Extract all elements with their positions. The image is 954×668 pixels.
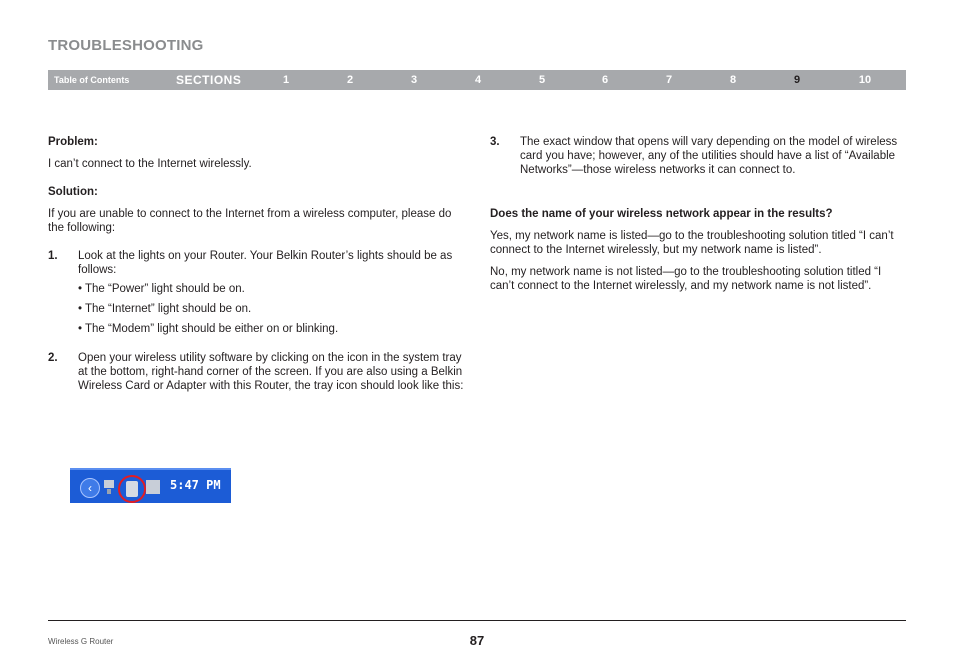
section-link-7[interactable]: 7 xyxy=(665,74,673,86)
right-column xyxy=(490,135,906,293)
section-link-8[interactable]: 8 xyxy=(729,74,737,86)
section-link-6[interactable]: 6 xyxy=(601,74,609,86)
step-2 xyxy=(48,351,468,393)
section-link-10[interactable]: 10 xyxy=(858,74,872,86)
step-1-text: Look at the lights on your Router. Your Belkin Router’s lights should be as follows: xyxy=(78,250,453,276)
product-name: Wireless G Router xyxy=(48,637,114,646)
sections-label: SECTIONS xyxy=(176,73,242,87)
solution-text: If you are unable to connect to the Internet from a wireless computer, please do the following: xyxy=(48,208,452,234)
step-3-number: 3. xyxy=(490,136,500,148)
solution-label: Solution: xyxy=(48,186,98,198)
step-2-text: Open your wireless utility software by clicking on the icon in the system tray at the bottom, right-hand corner of the screen. If you are also using a Belkin Wireless Card or Adapter with this Router, the tray icon should look like this: xyxy=(78,352,464,392)
step-2-number: 2. xyxy=(48,352,58,364)
section-link-1[interactable]: 1 xyxy=(282,74,290,86)
table-of-contents-link[interactable]: Table of Contents xyxy=(54,75,130,85)
network-connection-icon xyxy=(103,479,115,495)
bullet-internet: • The “Internet” light should be on. xyxy=(78,303,252,315)
problem-label: Problem: xyxy=(48,136,98,148)
section-link-4[interactable]: 4 xyxy=(474,74,482,86)
section-link-3[interactable]: 3 xyxy=(410,74,418,86)
step-1 xyxy=(48,249,468,277)
step-3-text: The exact window that opens will vary depending on the model of wireless card you have; however, any of the utilities should have a list of “Available Networks”—those wireless networks it can connect to. xyxy=(520,136,898,176)
tray-clock: 5:47 PM xyxy=(170,478,221,492)
step-3 xyxy=(490,135,906,177)
monitor-icon xyxy=(146,480,160,494)
answer-no: No, my network name is not listed—go to the troubleshooting solution titled “I can’t connect to the Internet wirelessly, and my network name is not listed”. xyxy=(490,266,882,292)
highlight-circle xyxy=(118,475,146,503)
tray-expand-icon: ‹ xyxy=(80,478,100,498)
section-link-5[interactable]: 5 xyxy=(538,74,546,86)
answer-yes: Yes, my network name is listed—go to the troubleshooting solution titled “I can’t connect to the Internet wirelessly, but my network name is listed”. xyxy=(490,230,894,256)
section-link-2[interactable]: 2 xyxy=(346,74,354,86)
footer-divider xyxy=(48,620,906,621)
section-link-9-active[interactable]: 9 xyxy=(793,74,801,86)
page-number: 87 xyxy=(469,633,485,648)
section-navbar xyxy=(48,70,906,90)
step-1-number: 1. xyxy=(48,250,58,262)
left-column xyxy=(48,135,468,393)
page-heading: TROUBLESHOOTING xyxy=(48,37,204,54)
problem-text: I can’t connect to the Internet wirelessly. xyxy=(48,158,252,170)
bullet-modem: • The “Modem” light should be either on or blinking. xyxy=(78,323,339,335)
system-tray-screenshot xyxy=(70,468,231,503)
network-question: Does the name of your wireless network appear in the results? xyxy=(490,208,833,220)
bullet-power: • The “Power” light should be on. xyxy=(78,283,245,295)
